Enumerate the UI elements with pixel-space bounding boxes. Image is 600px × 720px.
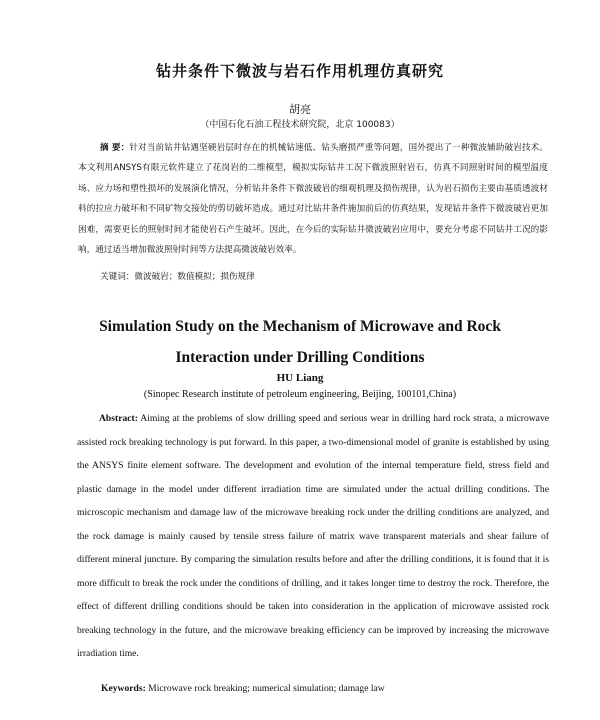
english-keywords-label: Keywords: [101,683,146,694]
chinese-abstract-text: 针对当前钻井钻遇坚硬岩层时存在的机械钻速低、钻头磨损严重等问题，国外提出了一种微波辅助破岩技术。本文利用ANSYS有限元软件建立了花岗岩的二维模型，模拟实际钻井工况下微波照射岩石，仿真不同照射时间的模型温度场、应力场和塑性损坏的发展演化情况，分析钻井条件下微波破岩的细观机理及损伤规律，认为岩石损伤主要由基质透波材料的拉应力破坏和不同矿物交接处的剪切破坏造成。通过对比钻井条件施加前后的仿真结果，发现钻井条件下微波破岩更加困难，需要更长的照射时间才能使岩石产生破坏。因此，在今后的实际钻井微波破岩应用中，要充分考虑不同钻井工况的影响，通过适当增加微波照射时间等方法提高微波破岩效率。 [78,143,548,256]
chinese-abstract [78,138,548,260]
chinese-affiliation: （中国石化石油工程技术研究院，北京 100083） [200,120,400,130]
english-author: HU Liang [276,372,324,384]
english-title-line1: Simulation Study on the Mechanism of Microwave and Rock [99,318,501,335]
chinese-keywords [100,270,255,282]
english-abstract [77,407,549,666]
chinese-keywords-label: 关键词： [100,272,135,282]
chinese-abstract-label: 摘 要： [100,143,130,153]
chinese-title: 钻井条件下微波与岩石作用机理仿真研究 [155,62,444,80]
chinese-author: 胡亮 [289,103,311,116]
english-abstract-label: Abstract: [99,413,138,424]
english-keywords [101,683,385,694]
english-affiliation: (Sinopec Research institute of petroleum engineering, Beijing, 100101,China) [143,389,457,400]
english-abstract-text: Aiming at the problems of slow drilling speed and serious wear in drilling hard rock strata, a microwave assisted rock breaking technology is put forward. In this paper, a two-dimensional model of granite is established by using the ANSYS finite element software. The development and evolution of the internal temperature field, stress field and plastic damage in the model under different irradiation time are simulated under the actual drilling conditions. The microscopic mechanism and damage law of the microwave breaking rock under the drilling conditions are analyzed, and the rock damage is mainly caused by tensile stress failure of matrix wave transparent materials and shear failure of different mineral juncture. By comparing the simulation results before and after the drilling conditions, it is found that it is more difficult to break the rock under the conditions of drilling, and it takes longer time to destroy the rock. Therefore, the effect of different drilling conditions should be taken into consideration in the application of microwave assisted rock breaking technology in the future, and the microwave breaking efficiency can be improved by increasing the microwave irradiation time. [77,413,549,659]
english-keywords-text: Microwave rock breaking; numerical simulation; damage law [148,683,385,694]
chinese-keywords-text: 微波破岩；数值模拟；损伤规律 [134,272,255,282]
english-title-line2: Interaction under Drilling Conditions [175,349,425,366]
